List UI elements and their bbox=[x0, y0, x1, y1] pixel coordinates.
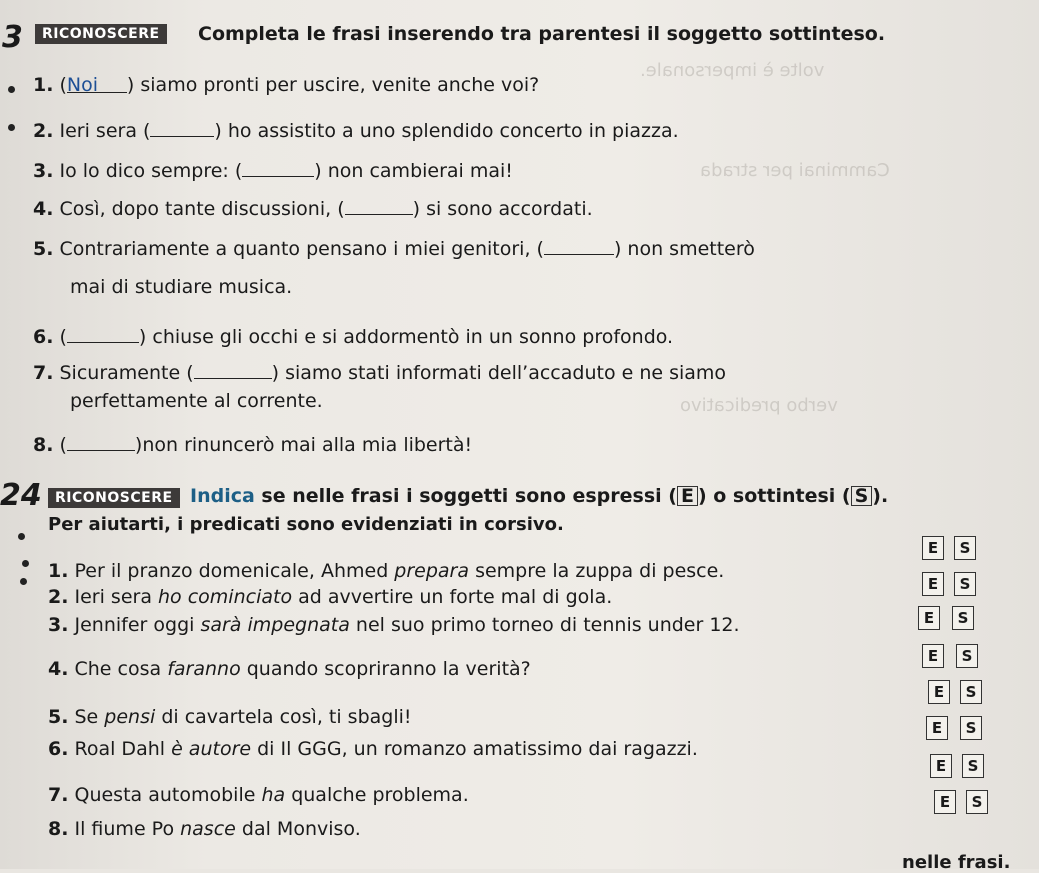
show-through-text: Camminai per strada bbox=[700, 160, 890, 181]
option-e-box[interactable]: E bbox=[928, 680, 950, 704]
option-s-box[interactable]: S bbox=[952, 606, 974, 630]
exercise-tag: RICONOSCERE bbox=[48, 488, 180, 508]
bullet bbox=[20, 578, 27, 585]
option-e-box[interactable]: E bbox=[926, 716, 948, 740]
option-s-box[interactable]: S bbox=[960, 716, 982, 740]
list-item: 8. Il fiume Po nasce dal Monviso. bbox=[48, 818, 361, 840]
show-through-text: verbo predicativo bbox=[680, 395, 838, 416]
answer-blank[interactable] bbox=[67, 324, 139, 343]
handwritten-answer: Noi bbox=[66, 74, 99, 96]
list-item: 8. ( )non rinuncerò mai alla mia libertà! bbox=[33, 434, 473, 456]
list-item: 5. Contrariamente a quanto pensano i miei genitori, ( ) non smetterò bbox=[33, 238, 755, 260]
exercise-instruction: Indica se nelle frasi i soggetti sono espressi ( E ) o sottintesi ( S ). bbox=[190, 485, 889, 507]
list-item: 4. Così, dopo tante discussioni, ( ) si sono accordati. bbox=[33, 198, 593, 220]
exercise-number: 3 bbox=[2, 20, 23, 55]
list-item: 1. Per il pranzo domenicale, Ahmed prepara sempre la zuppa di pesce. bbox=[48, 560, 725, 582]
exercise-tag: RICONOSCERE bbox=[35, 24, 167, 44]
list-item: 7. Questa automobile ha qualche problema. bbox=[48, 784, 469, 806]
option-e-box[interactable]: E bbox=[922, 572, 944, 596]
footer-fragment: nelle frasi. bbox=[902, 852, 1011, 873]
legend-box-s: S bbox=[851, 486, 873, 506]
list-item-continuation: perfettamente al corrente. bbox=[70, 390, 323, 412]
option-e-box[interactable]: E bbox=[934, 790, 956, 814]
answer-blank[interactable] bbox=[66, 74, 127, 96]
option-e-box[interactable]: E bbox=[930, 754, 952, 778]
option-s-box[interactable]: S bbox=[966, 790, 988, 814]
list-item: 5. Se pensi di cavartela così, ti sbagli! bbox=[48, 706, 412, 728]
exercise-subtitle: Per aiutarti, i predicati sono evidenziati in corsivo. bbox=[48, 514, 564, 535]
list-item: 7. Sicuramente ( ) siamo stati informati dell’accaduto e ne siamo bbox=[33, 362, 727, 384]
option-s-box[interactable]: S bbox=[956, 644, 978, 668]
option-e-box[interactable]: E bbox=[922, 536, 944, 560]
bullet bbox=[8, 86, 15, 93]
option-s-box[interactable]: S bbox=[954, 536, 976, 560]
list-item: 6. ( ) chiuse gli occhi e si addormentò in un sonno profondo. bbox=[33, 326, 674, 348]
list-item: 3. Jennifer oggi sarà impegnata nel suo primo torneo di tennis under 12. bbox=[48, 614, 740, 636]
bullet bbox=[18, 533, 25, 540]
answer-blank[interactable] bbox=[242, 158, 314, 177]
list-item: 4. Che cosa faranno quando scopriranno la verità? bbox=[48, 658, 531, 680]
list-item: 2. Ieri sera ( ) ho assistito a uno splendido concerto in piazza. bbox=[33, 120, 679, 142]
list-item: 6. Roal Dahl è autore di Il GGG, un romanzo amatissimo dai ragazzi. bbox=[48, 738, 698, 760]
legend-box-e: E bbox=[677, 486, 698, 506]
answer-blank[interactable] bbox=[67, 432, 135, 451]
list-item: 2. Ieri sera ho cominciato ad avvertire un forte mal di gola. bbox=[48, 586, 613, 608]
answer-blank[interactable] bbox=[150, 118, 214, 137]
option-s-box[interactable]: S bbox=[962, 754, 984, 778]
exercise-instruction: Completa le frasi inserendo tra parentesi il soggetto sottinteso. bbox=[198, 23, 886, 45]
list-item: 3. Io lo dico sempre: ( ) non cambierai mai! bbox=[33, 160, 513, 182]
bullet bbox=[22, 560, 29, 567]
answer-blank[interactable] bbox=[544, 236, 614, 255]
answer-blank[interactable] bbox=[345, 196, 413, 215]
option-e-box[interactable]: E bbox=[922, 644, 944, 668]
show-through-text: volte è impersonale. bbox=[640, 60, 825, 81]
option-s-box[interactable]: S bbox=[960, 680, 982, 704]
option-e-box[interactable]: E bbox=[918, 606, 940, 630]
list-item-continuation: mai di studiare musica. bbox=[70, 276, 293, 298]
list-item: 1. (Noi ) siamo pronti per uscire, venite anche voi? bbox=[33, 74, 540, 96]
answer-blank[interactable] bbox=[194, 360, 272, 379]
bullet bbox=[8, 124, 15, 131]
exercise-number: 24 bbox=[0, 478, 42, 513]
option-s-box[interactable]: S bbox=[954, 572, 976, 596]
